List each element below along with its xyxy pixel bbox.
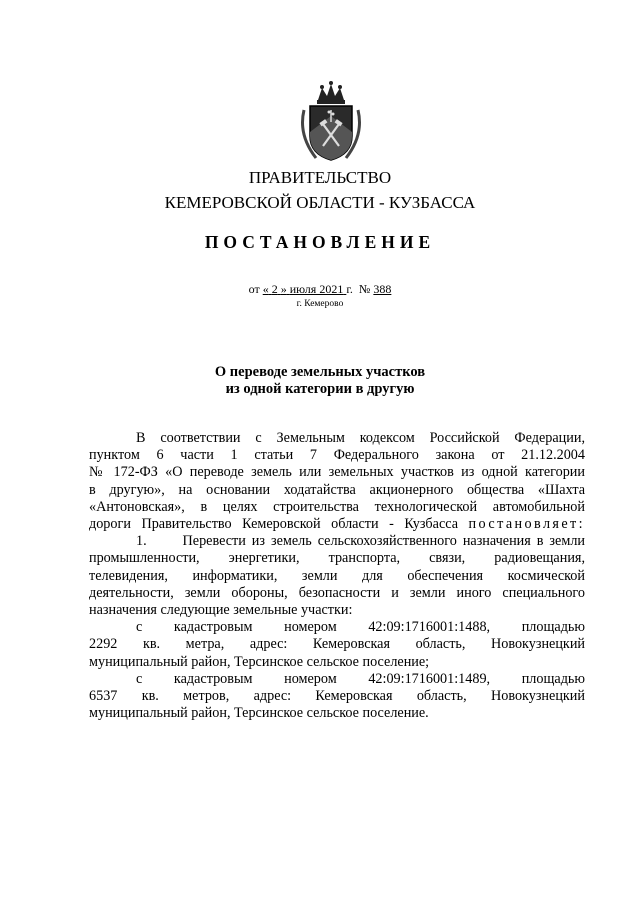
subject-line1: О переводе земельных участков: [214, 364, 426, 380]
body-line: № 172-ФЗ «О переводе земель или земельных участков из одной категории: [89, 464, 585, 481]
date-number-line: [0, 282, 640, 297]
body-line: дороги Правительство Кемеровской области - Кузбасса постановляет:: [89, 516, 585, 533]
item-line: деятельности, земли обороны, безопасности и земли иного специального: [89, 584, 585, 601]
plot1-line: 2292 кв. метра, адрес: Кемеровская область, Новокузнецкий: [89, 636, 585, 653]
year-suffix: г.: [346, 282, 353, 296]
plot2-line: с кадастровым номером 42:09:1716001:1489, площадью: [136, 670, 585, 687]
number-sign: №: [358, 282, 371, 296]
document-body: [89, 430, 585, 722]
document-number: 388: [373, 282, 392, 296]
city-name: г. Кемерово: [296, 299, 344, 309]
plot1-line: с кадастровым номером 42:09:1716001:1488, площадью: [136, 619, 585, 636]
subject-line2: из одной категории в другую: [225, 381, 415, 397]
item-line: промышленности, энергетики, транспорта, связи, радиовещания,: [89, 550, 585, 567]
plot2-line: 6537 кв. метров, адрес: Кемеровская область, Новокузнецкий: [89, 688, 585, 705]
org-name-line1: ПРАВИТЕЛЬСТВО: [248, 168, 392, 187]
document-type-title: ПОСТАНОВЛЕНИЕ: [204, 232, 436, 252]
item-line: телевидения, информатики, земли для обеспечения космической: [89, 567, 585, 584]
item-line: назначения следующие земельные участки:: [89, 602, 353, 619]
plot2-line: муниципальный район, Терсинское сельское поселение.: [89, 705, 429, 722]
body-line: в другую», на основании ходатайства акционерного общества «Шахта: [89, 481, 585, 498]
date-prefix: от: [248, 282, 260, 296]
body-line: «Антоновская», в целях строительства технологической автомобильной: [89, 498, 585, 515]
body-line: В соответствии с Земельным кодексом Российской Федерации,: [136, 430, 585, 446]
date-value: « 2 » июля 2021: [262, 282, 344, 296]
body-line: пунктом 6 части 1 статьи 7 Федерального закона от 21.12.2004: [89, 447, 585, 464]
coat-of-arms-icon: [296, 80, 366, 164]
plot1-line: муниципальный район, Терсинское сельское поселение;: [89, 653, 430, 670]
item-line: 1. Перевести из земель сельскохозяйственного назначения в земли: [136, 533, 585, 550]
decree-word: постановляет:: [468, 516, 585, 533]
org-name-line2: КЕМЕРОВСКОЙ ОБЛАСТИ - КУЗБАССА: [164, 193, 476, 212]
